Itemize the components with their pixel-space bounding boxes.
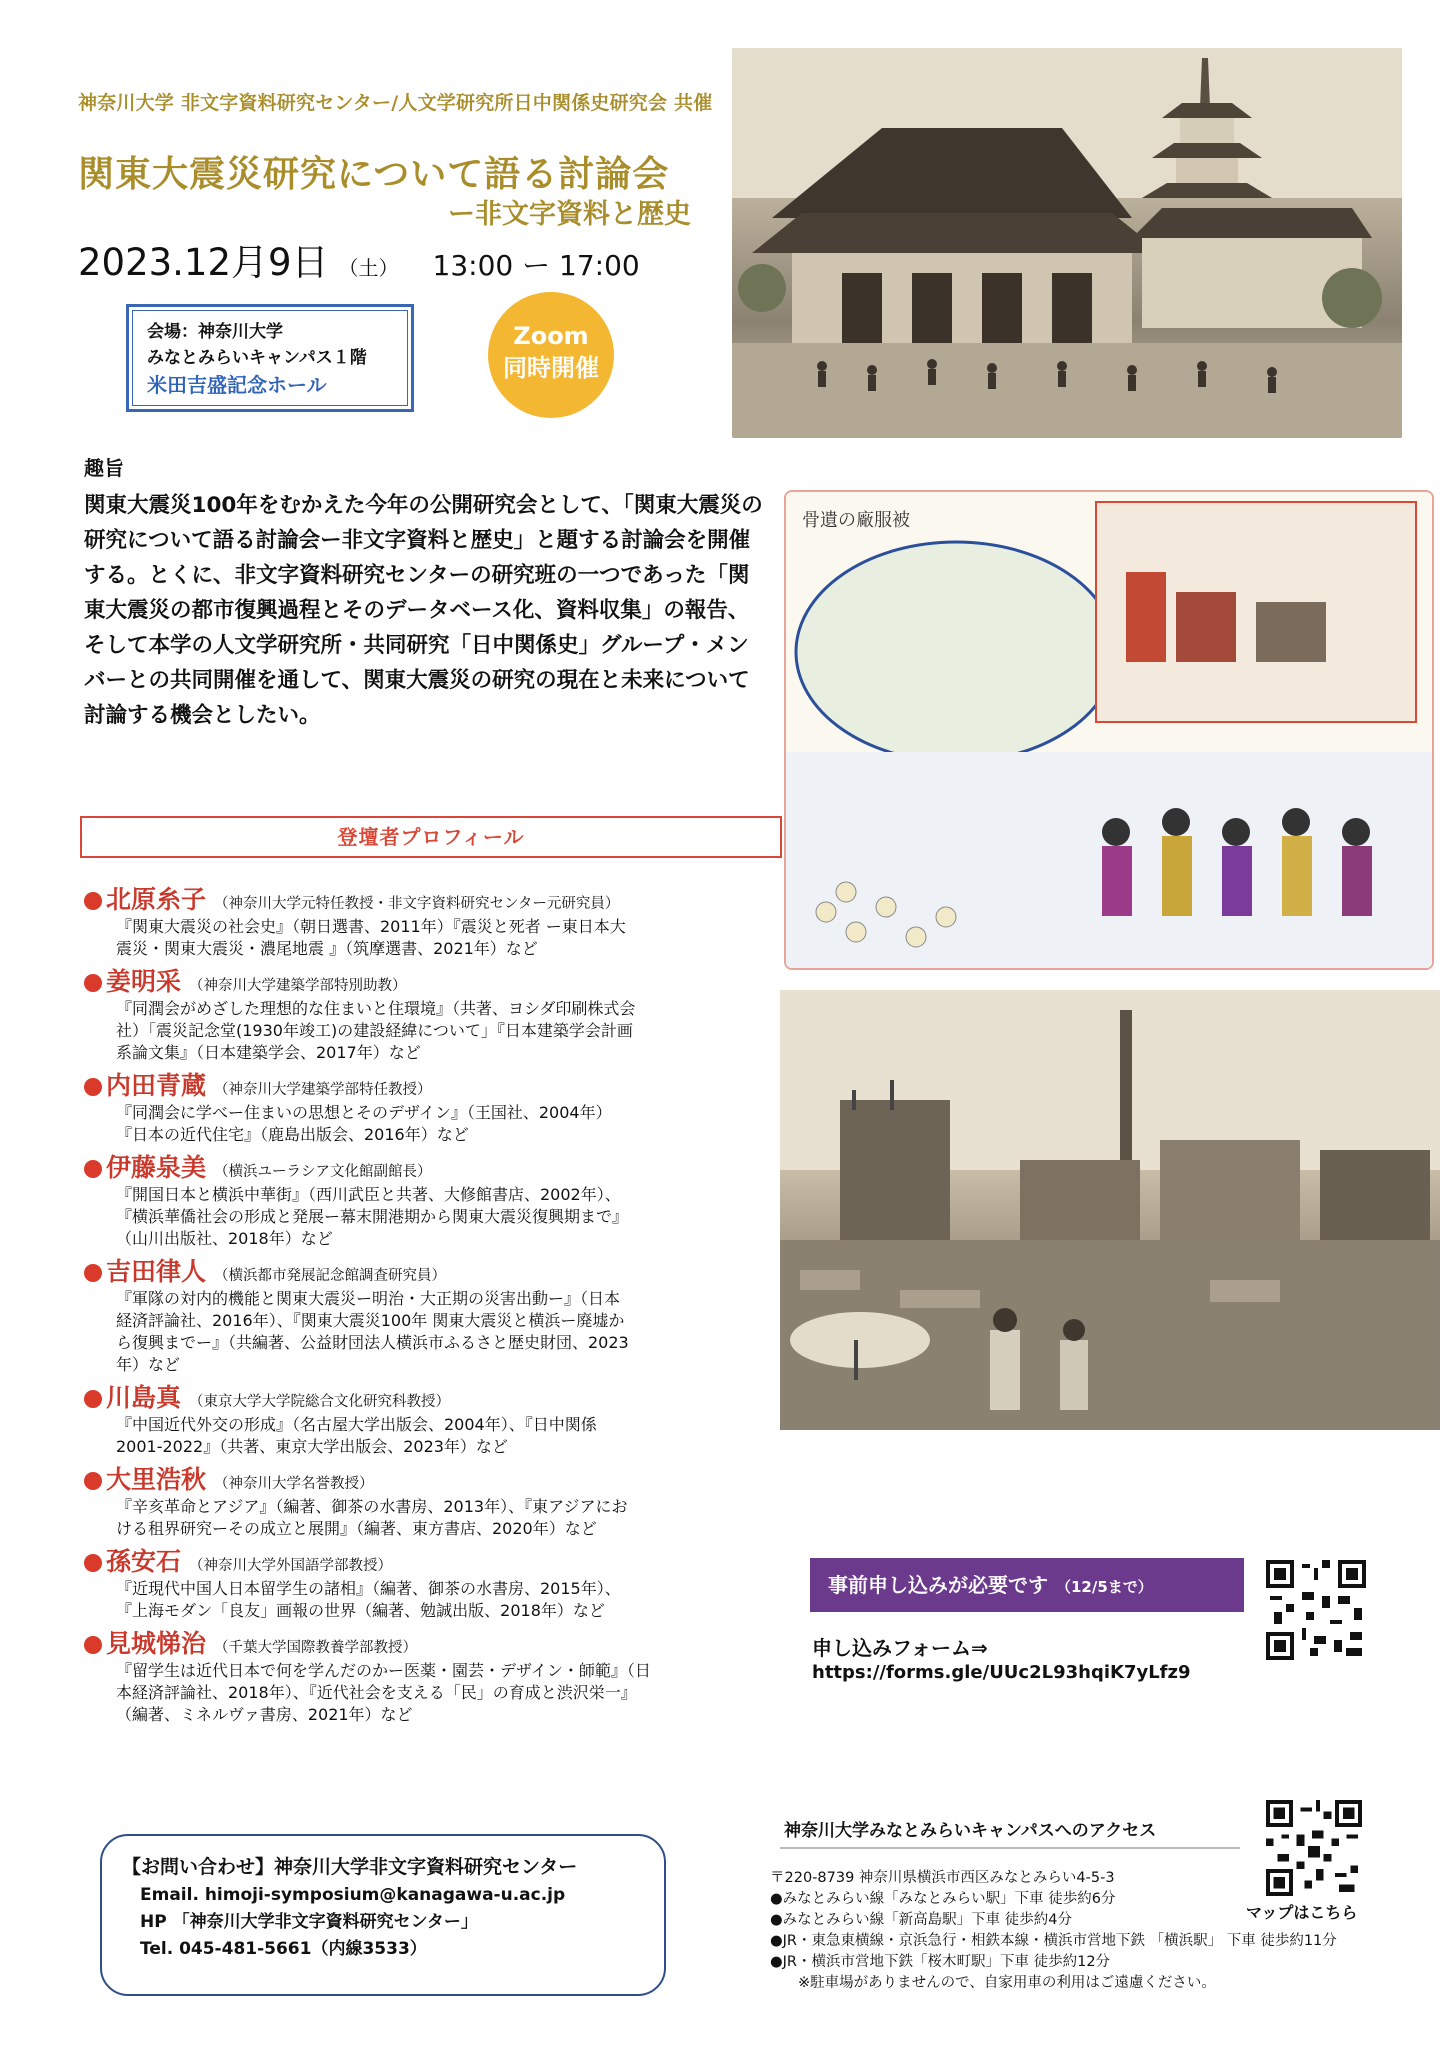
speaker-item	[84, 1066, 774, 1146]
sketch-illustration	[786, 492, 1432, 968]
event-date	[78, 232, 640, 286]
speaker-item	[84, 1542, 774, 1622]
bullet-dot-icon	[84, 892, 102, 910]
access-route: ●JR・東急東横線・京浜急行・相鉄本線・横浜市営地下鉄 「横浜駅」 下車 徒歩約11分	[770, 1933, 1337, 1949]
access-route: ●みなとみらい線「新高島駅」下車 徒歩約4分	[770, 1912, 1072, 1928]
speaker-name: 吉田律人	[106, 1257, 207, 1286]
speaker-item	[84, 1378, 774, 1458]
bullet-dot-icon	[84, 1264, 102, 1282]
speaker-affiliation: （神奈川大学元特任教授・非文字資料研究センター元研究員）	[214, 896, 620, 912]
bullet-dot-icon	[84, 1390, 102, 1408]
ruins-photo	[780, 990, 1440, 1430]
speaker-affiliation: （神奈川大学建築学部特別助教）	[189, 978, 407, 994]
registration-form-link[interactable]: https://forms.gle/UUc2L93hqiK7yLfz9	[812, 1662, 1191, 1683]
speaker-works: 『留学生は近代日本で何を学んだのかー医薬・園芸・デザイン・師範』（日 本経済評論社、2018年）、『近代社会を支える「民」の育成と渋沢栄一』 （編著、ミネルヴァ書房、2021年）など	[116, 1661, 651, 1724]
access-route: ●みなとみらい線「みなとみらい駅」下車 徒歩約6分	[770, 1891, 1116, 1907]
speaker-affiliation: （横浜ユーラシア文化館副館長）	[214, 1164, 432, 1180]
sketch-title: 骨遺の廠服被	[802, 510, 910, 531]
contact-email[interactable]: Email. himoji-symposium@kanagawa-u.ac.jp	[140, 1885, 566, 1905]
venue-hall-name: 米田吉盛記念ホール	[147, 373, 327, 397]
speaker-affiliation: （東京大学大学院総合文化研究科教授）	[189, 1394, 451, 1410]
speaker-item	[84, 1252, 774, 1376]
contact-box	[100, 1834, 666, 1996]
speaker-works: 『辛亥革命とアジア』（編著、御茶の水書房、2013年）、『東アジアにお ける租界研究ーその成立と展開』（編著、東方書店、2020年）など	[116, 1497, 628, 1538]
speaker-affiliation: （横浜都市発展記念館調査研究員）	[214, 1268, 447, 1284]
organizer-line: 神奈川大学 非文字資料研究センター/人文学研究所日中関係史研究会 共催	[78, 92, 713, 114]
date-text: 2023.12月9日	[78, 241, 329, 284]
contact-heading: 【お問い合わせ】神奈川大学非文字資料研究センター	[122, 1856, 578, 1878]
map-link-label[interactable]: マップはこちら	[1246, 1903, 1358, 1922]
speaker-works: 『同潤会に学べー住まいの思想とそのデザイン』（王国社、2004年） 『日本の近代住宅』（鹿島出版会、2016年）など	[116, 1103, 612, 1144]
speaker-name: 孫安石	[106, 1547, 182, 1576]
access-info	[770, 1868, 1337, 1994]
event-title: 関東大震災研究について語る討論会	[78, 154, 670, 195]
memorial-hall-photo	[732, 48, 1402, 438]
purpose-text: 関東大震災100年をむかえた今年の公開研究会として、「関東大震災の研究について語る討論会ー非文字資料と歴史」と題する討論会を開催する。とくに、非文字資料研究センターの研究班の一つであった「関東大震災の都市復興過程とそのデータベース化、資料収集」の報告、そして本学の人文学研究所・共同研究「日中関係史」グループ・メンバーとの共同開催を通して、関東大震災の研究の現在と未来について討論する機会としたい。	[84, 493, 763, 728]
speaker-item	[84, 880, 774, 960]
speaker-works: 『関東大震災の社会史』（朝日選書、2011年）『震災と死者 ー東日本大 震災・関東大震災・濃尾地震 』（筑摩選書、2021年）など	[116, 917, 626, 958]
speaker-item	[84, 1148, 774, 1250]
memorial-hall-illustration	[732, 48, 1402, 438]
speaker-affiliation: （神奈川大学外国語学部教授）	[189, 1558, 393, 1574]
access-heading: 神奈川大学みなとみらいキャンパスへのアクセス	[780, 1816, 1240, 1849]
speaker-item	[84, 1624, 774, 1726]
day-of-week: （土）	[338, 256, 399, 280]
zoom-label: Zoom	[513, 322, 589, 350]
bullet-dot-icon	[84, 1078, 102, 1096]
bullet-dot-icon	[84, 1636, 102, 1654]
speaker-profile-heading: 登壇者プロフィール	[80, 816, 782, 858]
registration-qr-code-icon[interactable]	[1266, 1560, 1366, 1660]
venue-box	[126, 304, 414, 412]
speaker-name: 川島真	[106, 1383, 182, 1412]
speaker-affiliation: （神奈川大学名誉教授）	[214, 1476, 374, 1492]
speaker-name: 伊藤泉美	[106, 1153, 207, 1182]
access-route: ●JR・横浜市営地下鉄「桜木町駅」下車 徒歩約12分	[770, 1954, 1111, 1970]
earthquake-sketch-image	[784, 490, 1434, 970]
zoom-simultaneous-label: 同時開催	[503, 354, 599, 382]
registration-banner	[810, 1558, 1244, 1612]
speaker-works: 『近現代中国人日本留学生の諸相』（編著、御茶の水書房、2015年）、 『上海モダン「良友」画報の世界（編著、勉誠出版、2018年）など	[116, 1579, 621, 1620]
event-time: 13:00 ー 17:00	[432, 249, 640, 282]
map-qr-code-icon[interactable]	[1266, 1800, 1362, 1896]
registration-form-label: 申し込みフォーム⇒	[812, 1636, 988, 1660]
purpose-heading: 趣旨	[84, 456, 124, 480]
speaker-works: 『同潤会がめざした理想的な住まいと住環境』（共著、ヨシダ印刷株式会 社）「震災記念堂(1930年竣工)の建設経緯について」『日本建築学会計画 系論文集』（日本建築学会、2017年）など	[116, 999, 636, 1062]
venue-line-2: みなとみらいキャンパス１階	[147, 348, 367, 368]
registration-required-text: 事前申し込みが必要です	[828, 1573, 1048, 1597]
zoom-badge	[488, 292, 614, 418]
bullet-dot-icon	[84, 1160, 102, 1178]
venue-line-1: 会場：神奈川大学	[147, 322, 283, 342]
speaker-name: 大里浩秋	[106, 1465, 207, 1494]
ruins-illustration	[780, 990, 1440, 1430]
registration-deadline: （12/5まで）	[1056, 1578, 1153, 1596]
speaker-works: 『開国日本と横浜中華街』（西川武臣と共著、大修館書店、2002年）、 『横浜華僑社会の形成と発展ー幕末開港期から関東大震災復興期まで』 （山川出版社、2018年）など	[116, 1185, 629, 1248]
campus-address: 〒220-8739 神奈川県横浜市西区みなとみらい4-5-3	[770, 1870, 1115, 1886]
speaker-name: 見城悌治	[106, 1629, 207, 1658]
bullet-dot-icon	[84, 974, 102, 992]
bullet-dot-icon	[84, 1472, 102, 1490]
speaker-list	[84, 880, 774, 1728]
speaker-item	[84, 962, 774, 1064]
speaker-name: 姜明采	[106, 967, 182, 996]
speaker-affiliation: （千葉大学国際教養学部教授）	[214, 1640, 418, 1656]
event-subtitle: ー非文字資料と歴史	[448, 199, 691, 230]
speaker-affiliation: （神奈川大学建築学部特任教授）	[214, 1082, 432, 1098]
speaker-works: 『中国近代外交の形成』（名古屋大学出版会、2004年）、『日中関係 2001-2022』（共著、東京大学出版会、2023年）など	[116, 1415, 597, 1456]
speaker-item	[84, 1460, 774, 1540]
bullet-dot-icon	[84, 1554, 102, 1572]
contact-homepage[interactable]: HP 「神奈川大学非文字資料研究センター」	[140, 1912, 478, 1932]
speaker-works: 『軍隊の対内的機能と関東大震災ー明治・大正期の災害出動ー』（日本 経済評論社、2016年）、『関東大震災100年 関東大震災と横浜ー廃墟か ら復興までー』（共編著、公益財団法人横浜市ふるさと歴史財団、2023 年）など	[116, 1289, 629, 1374]
speaker-name: 北原糸子	[106, 885, 207, 914]
parking-note: ※駐車場がありませんので、自家用車の利用はご遠慮ください。	[798, 1975, 1216, 1991]
speaker-name: 内田青蔵	[106, 1071, 207, 1100]
contact-phone: Tel. 045-481-5661（内線3533）	[140, 1939, 427, 1959]
